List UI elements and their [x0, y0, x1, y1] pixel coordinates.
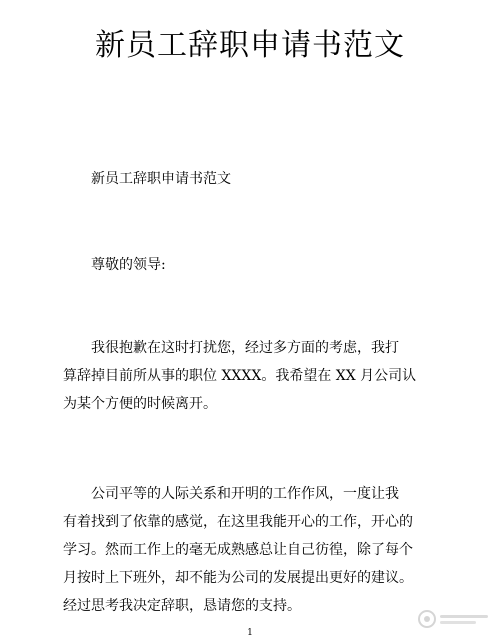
- watermark-logo-icon: [416, 608, 492, 630]
- page-number: 1: [247, 628, 253, 638]
- page-title: 新员工辞职申请书范文: [95, 28, 405, 63]
- paragraph-line: 有着找到了依靠的感觉，在这里我能开心的工作，开心的: [63, 514, 413, 530]
- paragraph-1: [63, 334, 423, 418]
- document-heading: 新员工辞职申请书范文: [91, 171, 231, 187]
- paragraph-line: 月按时上下班外，却不能为公司的发展提出更好的建议。: [63, 570, 413, 586]
- paragraph-line: 学习。然而工作上的毫无成熟感总让自己彷徨，除了每个: [63, 542, 413, 558]
- paragraph-line: 公司平等的人际关系和开明的工作作风，一度让我: [91, 486, 399, 502]
- salutation: 尊敬的领导:: [91, 257, 166, 273]
- watermark: [416, 608, 492, 630]
- paragraph-2: [63, 480, 423, 620]
- paragraph-line: 为某个方便的时候离开。: [63, 396, 217, 412]
- paragraph-line: 算辞掉目前所从事的职位 XXXX。我希望在 XX 月公司认: [63, 368, 417, 384]
- paragraph-line: 经过思考我决定辞职，恳请您的支持。: [63, 598, 301, 614]
- paragraph-line: 我很抱歉在这时打扰您，经过多方面的考虑，我打: [91, 340, 399, 356]
